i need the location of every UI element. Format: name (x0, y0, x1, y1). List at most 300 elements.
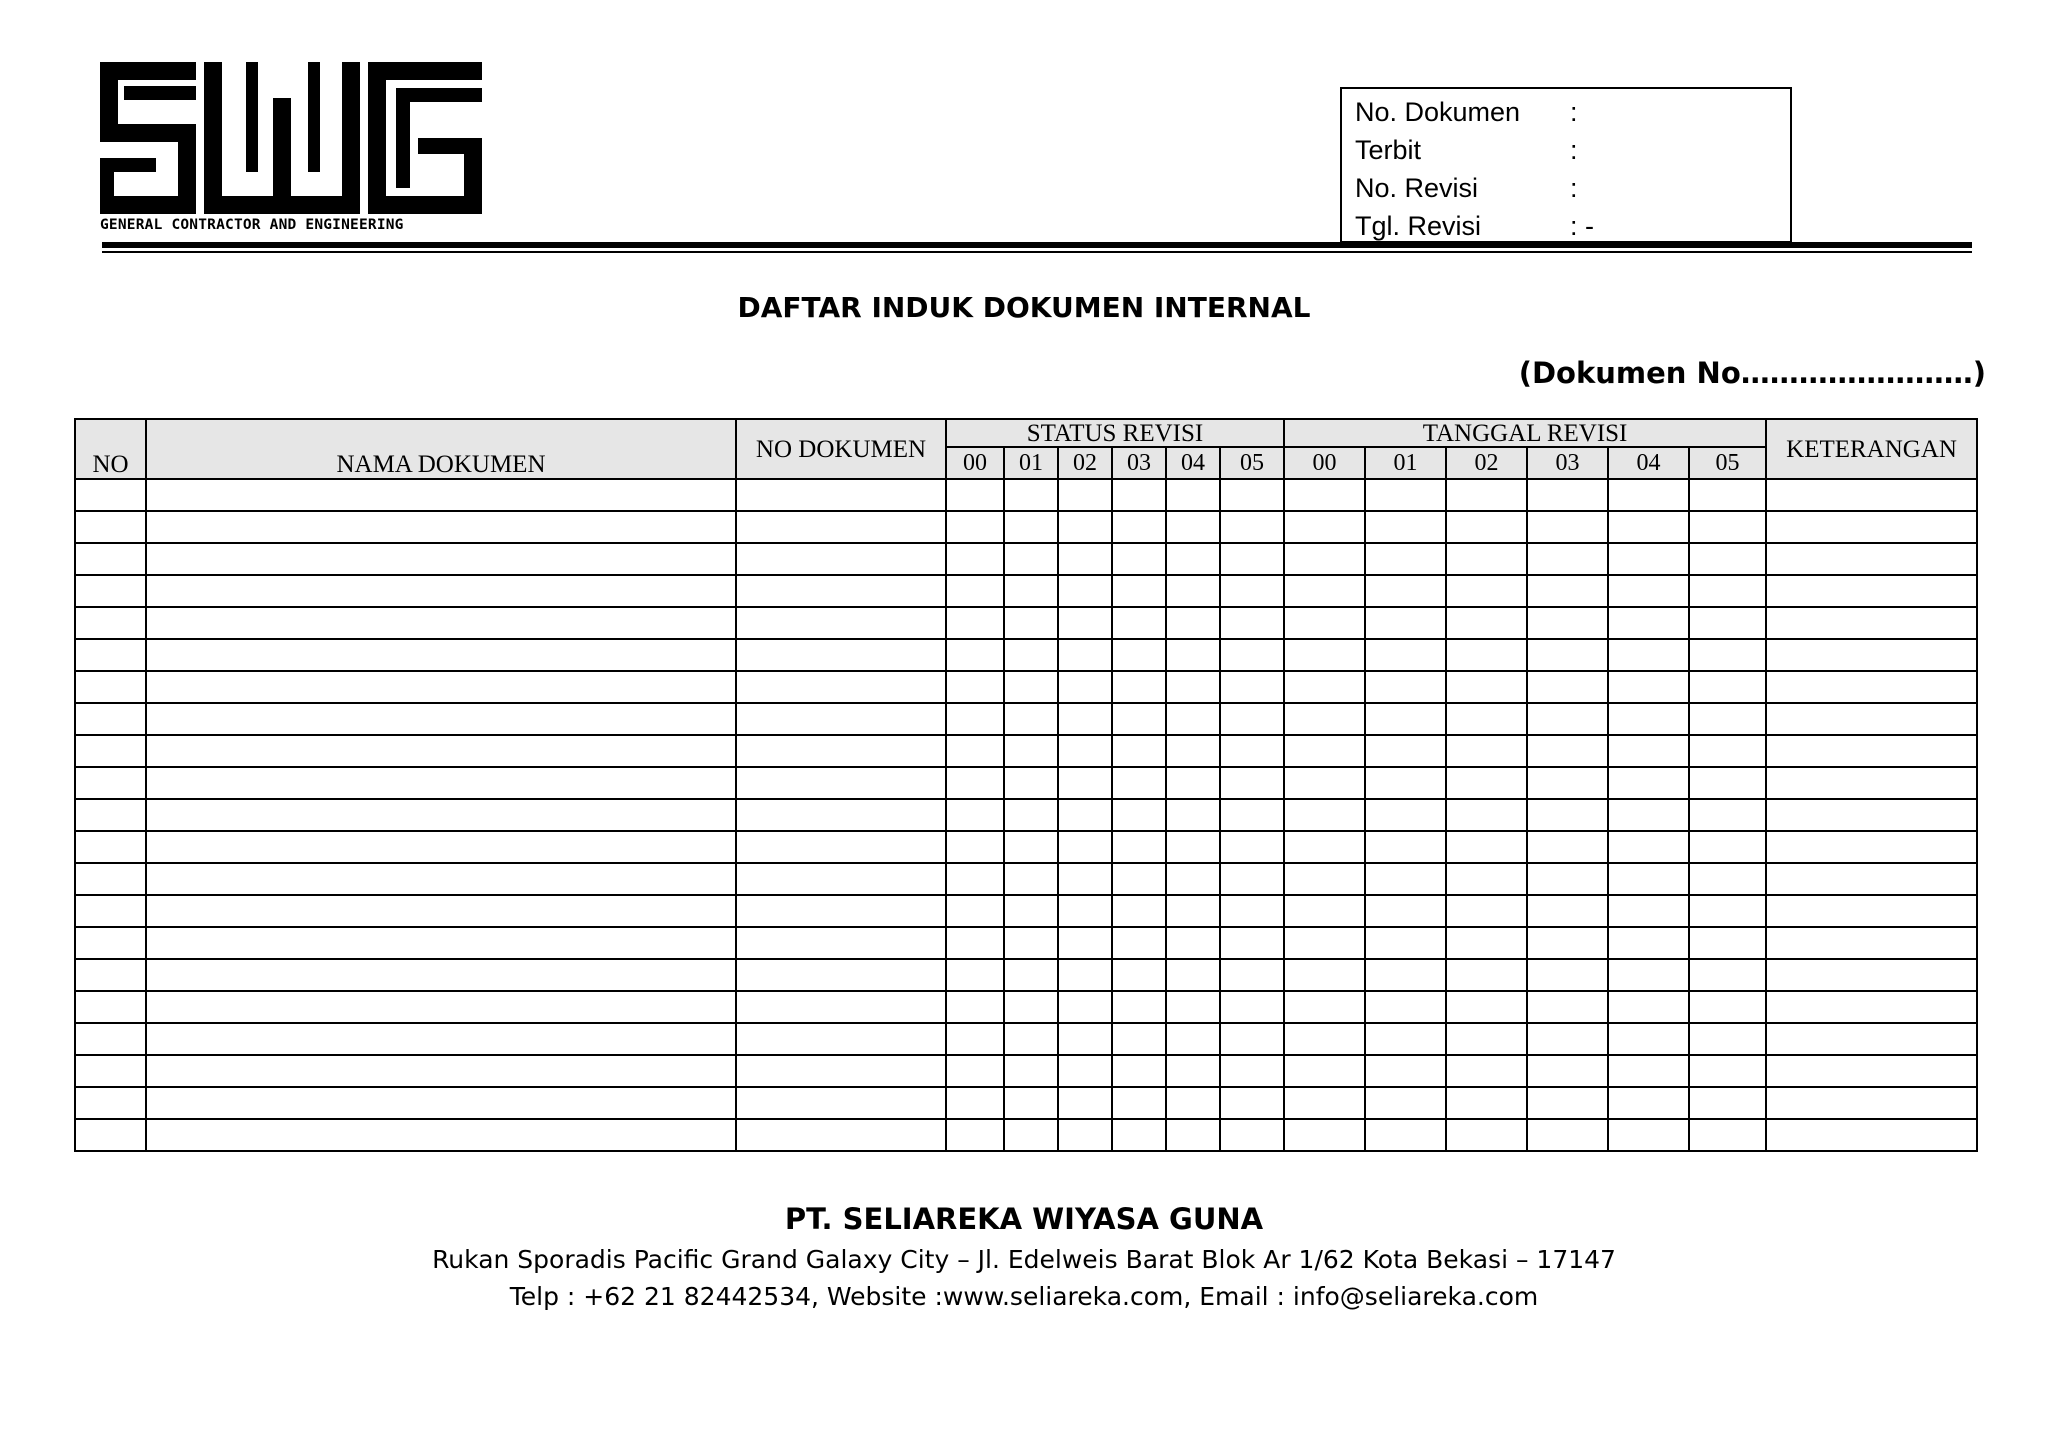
table-cell[interactable] (736, 639, 946, 671)
table-cell[interactable] (1365, 831, 1446, 863)
table-cell[interactable] (1220, 511, 1284, 543)
table-cell[interactable] (1766, 927, 1977, 959)
table-cell[interactable] (146, 543, 736, 575)
table-cell[interactable] (1446, 831, 1527, 863)
table-cell[interactable] (146, 703, 736, 735)
table-cell[interactable] (1446, 1119, 1527, 1151)
table-cell[interactable] (1689, 671, 1766, 703)
table-cell[interactable] (1608, 1055, 1689, 1087)
table-cell[interactable] (1365, 511, 1446, 543)
table-cell[interactable] (1608, 607, 1689, 639)
table-cell[interactable] (1689, 1087, 1766, 1119)
table-cell[interactable] (1766, 1087, 1977, 1119)
table-cell[interactable] (1766, 767, 1977, 799)
table-cell[interactable] (1527, 479, 1608, 511)
table-cell[interactable] (1220, 831, 1284, 863)
table-cell[interactable] (1608, 991, 1689, 1023)
table-cell[interactable] (1527, 959, 1608, 991)
table-cell[interactable] (1220, 671, 1284, 703)
table-cell[interactable] (1608, 1023, 1689, 1055)
table-cell[interactable] (1284, 639, 1365, 671)
table-cell[interactable] (1608, 767, 1689, 799)
table-cell[interactable] (146, 863, 736, 895)
table-cell[interactable] (1766, 575, 1977, 607)
table-cell[interactable] (1058, 767, 1112, 799)
table-cell[interactable] (1284, 671, 1365, 703)
table-cell[interactable] (1365, 895, 1446, 927)
table-cell[interactable] (1766, 703, 1977, 735)
table-cell[interactable] (1689, 511, 1766, 543)
table-cell[interactable] (1608, 895, 1689, 927)
table-cell[interactable] (1004, 575, 1058, 607)
table-cell[interactable] (1284, 735, 1365, 767)
table-cell[interactable] (1058, 799, 1112, 831)
table-cell[interactable] (1220, 991, 1284, 1023)
table-cell[interactable] (1365, 1119, 1446, 1151)
table-cell[interactable] (946, 959, 1004, 991)
table-cell[interactable] (1689, 639, 1766, 671)
table-cell[interactable] (75, 863, 146, 895)
table-cell[interactable] (1766, 479, 1977, 511)
table-cell[interactable] (1446, 1023, 1527, 1055)
table-cell[interactable] (1608, 639, 1689, 671)
table-cell[interactable] (736, 1023, 946, 1055)
table-cell[interactable] (1004, 799, 1058, 831)
table-cell[interactable] (1608, 575, 1689, 607)
table-cell[interactable] (1112, 767, 1166, 799)
table-cell[interactable] (1608, 479, 1689, 511)
table-cell[interactable] (1166, 895, 1220, 927)
table-cell[interactable] (1112, 1023, 1166, 1055)
table-cell[interactable] (1004, 895, 1058, 927)
table-cell[interactable] (1284, 991, 1365, 1023)
table-cell[interactable] (1689, 479, 1766, 511)
table-cell[interactable] (1004, 767, 1058, 799)
table-cell[interactable] (1608, 543, 1689, 575)
table-cell[interactable] (1166, 607, 1220, 639)
table-cell[interactable] (1284, 863, 1365, 895)
table-cell[interactable] (1004, 1119, 1058, 1151)
table-cell[interactable] (1058, 511, 1112, 543)
table-cell[interactable] (1004, 1055, 1058, 1087)
table-cell[interactable] (75, 799, 146, 831)
table-cell[interactable] (946, 831, 1004, 863)
table-cell[interactable] (946, 703, 1004, 735)
table-cell[interactable] (1284, 799, 1365, 831)
table-cell[interactable] (1689, 735, 1766, 767)
table-cell[interactable] (75, 735, 146, 767)
table-cell[interactable] (1689, 799, 1766, 831)
table-cell[interactable] (1527, 831, 1608, 863)
table-cell[interactable] (1166, 959, 1220, 991)
table-cell[interactable] (1689, 607, 1766, 639)
table-cell[interactable] (1166, 479, 1220, 511)
table-cell[interactable] (1446, 863, 1527, 895)
table-cell[interactable] (1446, 671, 1527, 703)
table-cell[interactable] (1527, 1087, 1608, 1119)
table-cell[interactable] (1166, 735, 1220, 767)
table-cell[interactable] (1527, 767, 1608, 799)
table-cell[interactable] (1527, 703, 1608, 735)
table-cell[interactable] (1689, 1023, 1766, 1055)
table-cell[interactable] (1004, 927, 1058, 959)
table-cell[interactable] (1527, 543, 1608, 575)
table-cell[interactable] (1166, 511, 1220, 543)
table-cell[interactable] (1608, 799, 1689, 831)
table-cell[interactable] (1220, 767, 1284, 799)
table-cell[interactable] (1220, 1087, 1284, 1119)
table-cell[interactable] (1220, 607, 1284, 639)
table-cell[interactable] (1527, 927, 1608, 959)
table-cell[interactable] (1220, 703, 1284, 735)
table-cell[interactable] (1284, 1119, 1365, 1151)
table-cell[interactable] (1166, 543, 1220, 575)
table-cell[interactable] (1058, 671, 1112, 703)
table-cell[interactable] (75, 575, 146, 607)
table-cell[interactable] (1284, 703, 1365, 735)
table-cell[interactable] (736, 575, 946, 607)
table-cell[interactable] (1766, 1055, 1977, 1087)
table-cell[interactable] (1284, 927, 1365, 959)
table-cell[interactable] (1608, 831, 1689, 863)
table-cell[interactable] (1112, 831, 1166, 863)
table-cell[interactable] (1527, 1055, 1608, 1087)
table-cell[interactable] (1689, 863, 1766, 895)
table-cell[interactable] (946, 511, 1004, 543)
table-cell[interactable] (1058, 735, 1112, 767)
table-cell[interactable] (1166, 1023, 1220, 1055)
table-cell[interactable] (946, 607, 1004, 639)
table-cell[interactable] (1112, 575, 1166, 607)
table-cell[interactable] (1058, 543, 1112, 575)
table-cell[interactable] (1365, 799, 1446, 831)
table-cell[interactable] (946, 1023, 1004, 1055)
table-cell[interactable] (1058, 863, 1112, 895)
table-cell[interactable] (1220, 543, 1284, 575)
table-cell[interactable] (1365, 607, 1446, 639)
table-cell[interactable] (736, 703, 946, 735)
table-cell[interactable] (1446, 927, 1527, 959)
table-cell[interactable] (1689, 703, 1766, 735)
table-cell[interactable] (1058, 479, 1112, 511)
table-cell[interactable] (1112, 671, 1166, 703)
table-cell[interactable] (1284, 831, 1365, 863)
table-cell[interactable] (1058, 607, 1112, 639)
table-cell[interactable] (1166, 671, 1220, 703)
table-cell[interactable] (75, 639, 146, 671)
table-cell[interactable] (1220, 1119, 1284, 1151)
table-cell[interactable] (75, 703, 146, 735)
table-cell[interactable] (1284, 543, 1365, 575)
table-cell[interactable] (1220, 735, 1284, 767)
table-cell[interactable] (1689, 575, 1766, 607)
table-cell[interactable] (946, 895, 1004, 927)
table-cell[interactable] (1284, 1087, 1365, 1119)
table-cell[interactable] (1220, 959, 1284, 991)
table-cell[interactable] (1446, 703, 1527, 735)
table-cell[interactable] (1004, 991, 1058, 1023)
table-cell[interactable] (1058, 1119, 1112, 1151)
table-cell[interactable] (946, 1055, 1004, 1087)
table-cell[interactable] (946, 1119, 1004, 1151)
table-cell[interactable] (1112, 639, 1166, 671)
table-cell[interactable] (1766, 863, 1977, 895)
table-cell[interactable] (1766, 895, 1977, 927)
table-cell[interactable] (736, 799, 946, 831)
table-cell[interactable] (1365, 671, 1446, 703)
table-cell[interactable] (736, 607, 946, 639)
table-cell[interactable] (1766, 959, 1977, 991)
table-cell[interactable] (946, 991, 1004, 1023)
table-cell[interactable] (75, 511, 146, 543)
table-cell[interactable] (75, 895, 146, 927)
table-cell[interactable] (1166, 927, 1220, 959)
table-cell[interactable] (1112, 703, 1166, 735)
table-cell[interactable] (1004, 543, 1058, 575)
table-cell[interactable] (1446, 607, 1527, 639)
table-cell[interactable] (1166, 639, 1220, 671)
table-cell[interactable] (1004, 831, 1058, 863)
table-cell[interactable] (1365, 639, 1446, 671)
table-cell[interactable] (1689, 1055, 1766, 1087)
table-cell[interactable] (1058, 895, 1112, 927)
table-cell[interactable] (75, 831, 146, 863)
table-cell[interactable] (1766, 799, 1977, 831)
table-cell[interactable] (1766, 1023, 1977, 1055)
table-cell[interactable] (75, 991, 146, 1023)
table-cell[interactable] (1112, 1087, 1166, 1119)
table-cell[interactable] (1446, 735, 1527, 767)
table-cell[interactable] (1004, 735, 1058, 767)
table-cell[interactable] (1112, 479, 1166, 511)
table-cell[interactable] (75, 607, 146, 639)
table-cell[interactable] (1166, 799, 1220, 831)
table-cell[interactable] (75, 767, 146, 799)
table-cell[interactable] (1689, 959, 1766, 991)
table-cell[interactable] (1766, 991, 1977, 1023)
table-cell[interactable] (1527, 895, 1608, 927)
table-cell[interactable] (1527, 991, 1608, 1023)
table-cell[interactable] (75, 1055, 146, 1087)
table-cell[interactable] (146, 1119, 736, 1151)
table-cell[interactable] (146, 831, 736, 863)
table-cell[interactable] (1446, 543, 1527, 575)
table-cell[interactable] (1766, 639, 1977, 671)
table-cell[interactable] (1608, 511, 1689, 543)
table-cell[interactable] (1365, 543, 1446, 575)
table-cell[interactable] (1689, 1119, 1766, 1151)
table-cell[interactable] (1284, 575, 1365, 607)
table-cell[interactable] (1004, 863, 1058, 895)
table-cell[interactable] (736, 511, 946, 543)
table-cell[interactable] (1166, 1087, 1220, 1119)
table-cell[interactable] (1220, 799, 1284, 831)
table-cell[interactable] (946, 479, 1004, 511)
table-cell[interactable] (1112, 959, 1166, 991)
table-cell[interactable] (1689, 543, 1766, 575)
table-cell[interactable] (1112, 927, 1166, 959)
table-cell[interactable] (1365, 1087, 1446, 1119)
table-cell[interactable] (1058, 1055, 1112, 1087)
table-cell[interactable] (1220, 1023, 1284, 1055)
table-cell[interactable] (146, 607, 736, 639)
table-cell[interactable] (1220, 895, 1284, 927)
table-cell[interactable] (75, 927, 146, 959)
table-cell[interactable] (1220, 575, 1284, 607)
table-cell[interactable] (1446, 639, 1527, 671)
table-cell[interactable] (146, 1023, 736, 1055)
table-cell[interactable] (146, 895, 736, 927)
table-cell[interactable] (1766, 671, 1977, 703)
table-cell[interactable] (146, 639, 736, 671)
table-cell[interactable] (1527, 863, 1608, 895)
table-cell[interactable] (1058, 639, 1112, 671)
table-cell[interactable] (75, 543, 146, 575)
table-cell[interactable] (146, 959, 736, 991)
table-cell[interactable] (1004, 511, 1058, 543)
table-cell[interactable] (1220, 479, 1284, 511)
table-cell[interactable] (1058, 703, 1112, 735)
table-cell[interactable] (1608, 863, 1689, 895)
table-cell[interactable] (1166, 991, 1220, 1023)
table-cell[interactable] (1284, 511, 1365, 543)
table-cell[interactable] (146, 1087, 736, 1119)
table-cell[interactable] (1527, 511, 1608, 543)
table-cell[interactable] (946, 639, 1004, 671)
table-cell[interactable] (1608, 703, 1689, 735)
table-cell[interactable] (946, 575, 1004, 607)
table-cell[interactable] (1446, 1055, 1527, 1087)
table-cell[interactable] (736, 1119, 946, 1151)
table-cell[interactable] (1166, 575, 1220, 607)
table-cell[interactable] (75, 1119, 146, 1151)
table-cell[interactable] (1689, 927, 1766, 959)
table-cell[interactable] (1365, 1023, 1446, 1055)
table-cell[interactable] (736, 671, 946, 703)
table-cell[interactable] (1689, 767, 1766, 799)
table-cell[interactable] (1446, 799, 1527, 831)
table-cell[interactable] (1608, 671, 1689, 703)
table-cell[interactable] (1365, 959, 1446, 991)
table-cell[interactable] (1527, 575, 1608, 607)
table-cell[interactable] (1527, 607, 1608, 639)
table-cell[interactable] (736, 895, 946, 927)
table-cell[interactable] (1766, 831, 1977, 863)
table-cell[interactable] (1112, 895, 1166, 927)
table-cell[interactable] (1446, 1087, 1527, 1119)
table-cell[interactable] (1220, 639, 1284, 671)
table-cell[interactable] (1112, 991, 1166, 1023)
table-cell[interactable] (736, 831, 946, 863)
table-cell[interactable] (736, 1087, 946, 1119)
table-cell[interactable] (1365, 479, 1446, 511)
table-cell[interactable] (1365, 575, 1446, 607)
table-cell[interactable] (1284, 767, 1365, 799)
table-cell[interactable] (1058, 959, 1112, 991)
table-cell[interactable] (1446, 767, 1527, 799)
table-cell[interactable] (1284, 479, 1365, 511)
table-cell[interactable] (146, 671, 736, 703)
table-cell[interactable] (1220, 927, 1284, 959)
table-cell[interactable] (1112, 863, 1166, 895)
table-cell[interactable] (1112, 1055, 1166, 1087)
table-cell[interactable] (736, 543, 946, 575)
table-cell[interactable] (1112, 607, 1166, 639)
table-cell[interactable] (1058, 991, 1112, 1023)
table-cell[interactable] (1112, 1119, 1166, 1151)
table-cell[interactable] (1220, 863, 1284, 895)
table-cell[interactable] (736, 1055, 946, 1087)
table-cell[interactable] (1527, 1023, 1608, 1055)
table-cell[interactable] (1527, 1119, 1608, 1151)
table-cell[interactable] (1284, 1055, 1365, 1087)
table-cell[interactable] (75, 959, 146, 991)
table-cell[interactable] (1608, 1087, 1689, 1119)
table-cell[interactable] (1284, 607, 1365, 639)
table-cell[interactable] (1112, 511, 1166, 543)
table-cell[interactable] (1365, 703, 1446, 735)
table-cell[interactable] (1166, 767, 1220, 799)
table-cell[interactable] (1527, 799, 1608, 831)
table-cell[interactable] (1058, 831, 1112, 863)
table-cell[interactable] (1689, 895, 1766, 927)
table-cell[interactable] (1365, 735, 1446, 767)
table-cell[interactable] (146, 575, 736, 607)
table-cell[interactable] (1608, 1119, 1689, 1151)
table-cell[interactable] (1689, 991, 1766, 1023)
table-cell[interactable] (1446, 991, 1527, 1023)
table-cell[interactable] (736, 927, 946, 959)
table-cell[interactable] (1766, 1119, 1977, 1151)
table-cell[interactable] (146, 1055, 736, 1087)
table-cell[interactable] (1689, 831, 1766, 863)
table-cell[interactable] (736, 863, 946, 895)
table-cell[interactable] (1004, 479, 1058, 511)
table-cell[interactable] (1112, 543, 1166, 575)
table-cell[interactable] (1527, 671, 1608, 703)
table-cell[interactable] (1058, 927, 1112, 959)
table-cell[interactable] (146, 479, 736, 511)
table-cell[interactable] (736, 479, 946, 511)
table-cell[interactable] (1004, 1023, 1058, 1055)
table-cell[interactable] (1166, 1055, 1220, 1087)
table-cell[interactable] (1446, 511, 1527, 543)
table-cell[interactable] (1608, 927, 1689, 959)
table-cell[interactable] (1058, 575, 1112, 607)
table-cell[interactable] (146, 991, 736, 1023)
table-cell[interactable] (736, 959, 946, 991)
table-cell[interactable] (946, 863, 1004, 895)
table-cell[interactable] (946, 799, 1004, 831)
table-cell[interactable] (1058, 1023, 1112, 1055)
table-cell[interactable] (75, 479, 146, 511)
table-cell[interactable] (1365, 927, 1446, 959)
table-cell[interactable] (146, 767, 736, 799)
table-cell[interactable] (146, 799, 736, 831)
table-cell[interactable] (1766, 543, 1977, 575)
table-cell[interactable] (1058, 1087, 1112, 1119)
table-cell[interactable] (75, 1087, 146, 1119)
table-cell[interactable] (1166, 831, 1220, 863)
table-cell[interactable] (1527, 639, 1608, 671)
table-cell[interactable] (1284, 895, 1365, 927)
table-cell[interactable] (736, 735, 946, 767)
table-cell[interactable] (1365, 1055, 1446, 1087)
table-cell[interactable] (146, 511, 736, 543)
table-cell[interactable] (736, 767, 946, 799)
table-cell[interactable] (1365, 767, 1446, 799)
table-cell[interactable] (1608, 735, 1689, 767)
